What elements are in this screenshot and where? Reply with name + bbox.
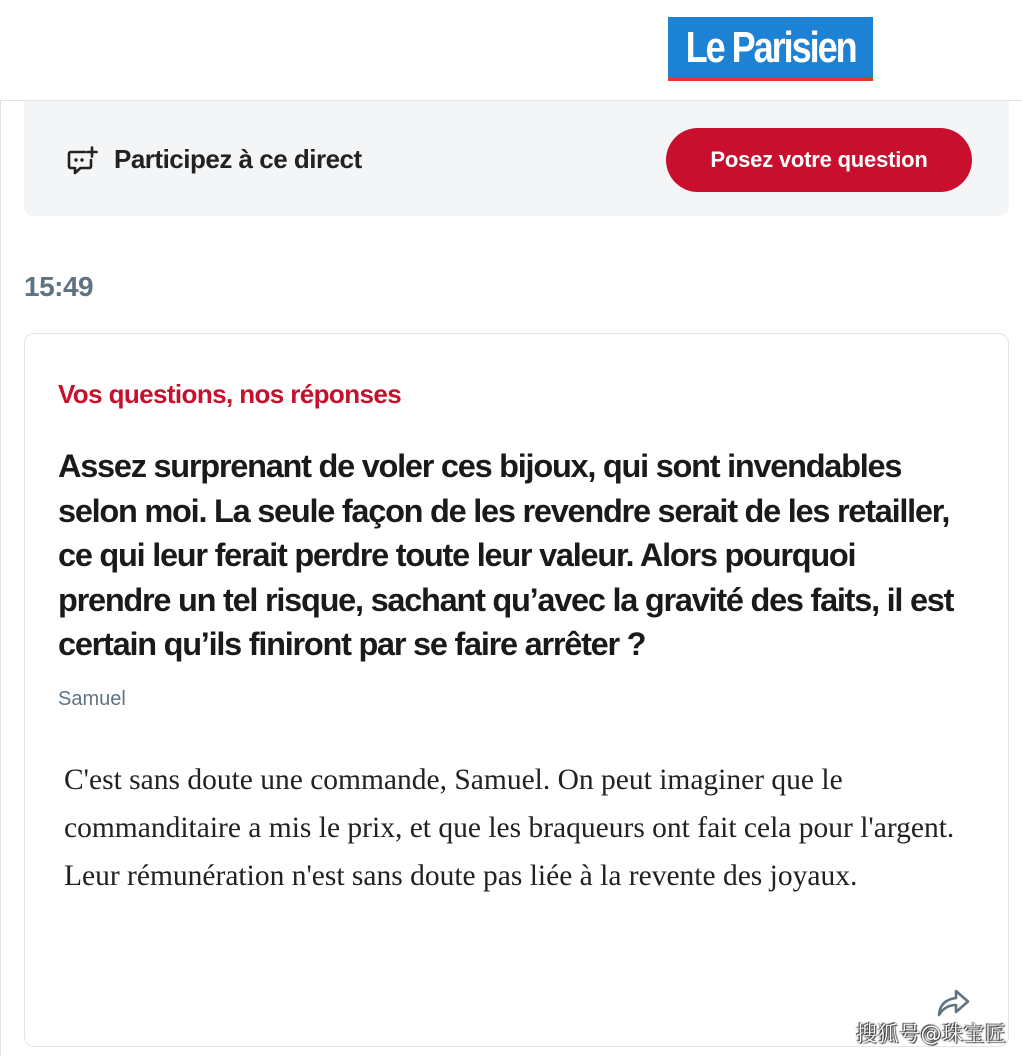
logo-text: Le Parisien xyxy=(685,23,856,72)
source-watermark: 搜狐号@珠宝匠 xyxy=(856,1022,1007,1046)
journalist-answer: C'est sans doute une commande, Samuel. On peut imaginer que le commanditaire a mis le prix, et que les braqueurs ont fait cela pour l'argent. Leur rémunération n'est sans doute pas liée à la revente des joyaux. xyxy=(64,764,955,892)
chat-plus-icon xyxy=(66,146,98,178)
page-left-border xyxy=(0,100,1,1056)
entry-rubric: Vos questions, nos réponses xyxy=(58,379,402,409)
site-header xyxy=(0,0,1022,101)
participate-label: Participez à ce direct xyxy=(114,144,362,174)
live-entry-card xyxy=(24,333,1009,1047)
entry-timestamp: 15:49 xyxy=(24,271,94,302)
question-author: Samuel xyxy=(58,688,126,710)
share-icon[interactable] xyxy=(935,985,971,1021)
reader-question: Assez surprenant de voler ces bijoux, qui sont invendables selon moi. La seule façon de les revendre serait de les retailler, ce qui leur ferait perdre toute leur valeur. Alors pourquoi prendre un tel risque, sachant qu’avec la gravité des faits, il est certain qu’ils finiront par se faire arrêter ? xyxy=(58,448,954,662)
le-parisien-logo[interactable] xyxy=(668,17,873,81)
ask-question-button[interactable]: Posez votre question xyxy=(666,128,972,192)
participate-bar xyxy=(24,101,1009,216)
